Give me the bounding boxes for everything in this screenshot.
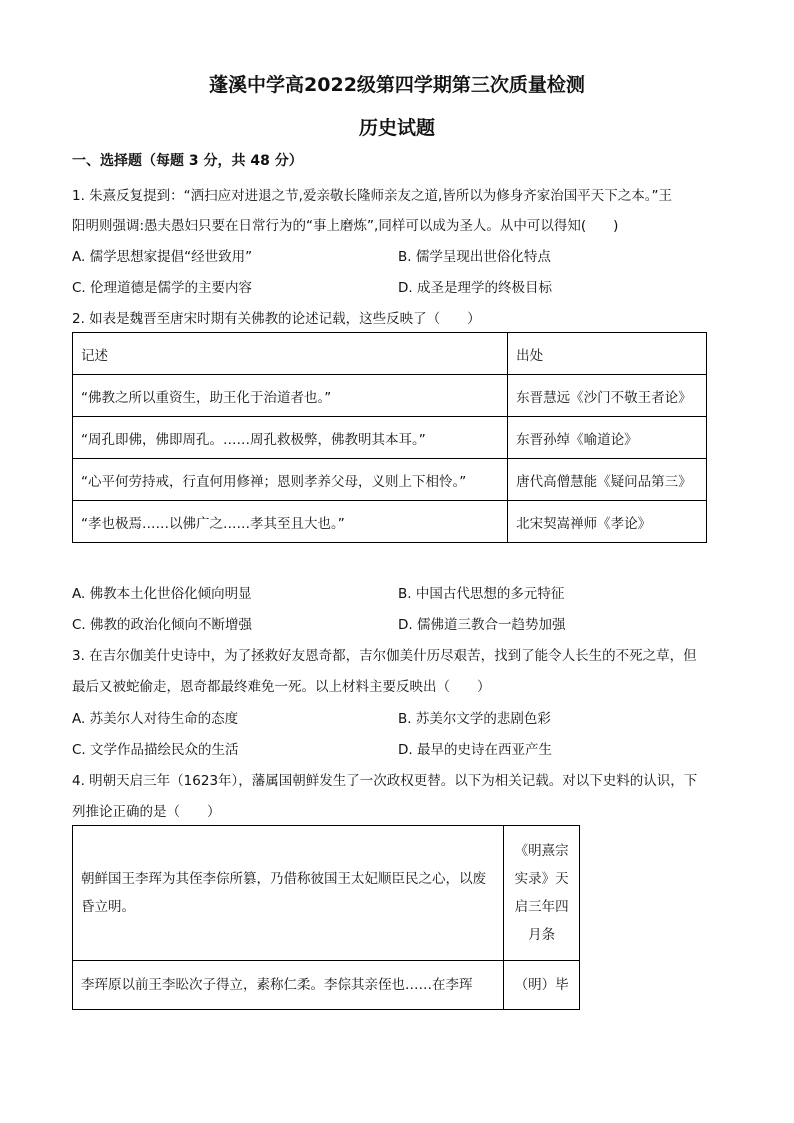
q2-stem: 2. 如表是魏晋至唐宋时期有关佛教的论述记载，这些反映了（ ） bbox=[72, 311, 481, 327]
table-header-cell: 出处 bbox=[508, 333, 707, 375]
q3-option-b[interactable]: B. 苏美尔文学的悲剧色彩 bbox=[398, 711, 551, 727]
q1-option-c[interactable]: C. 伦理道德是儒学的主要内容 bbox=[72, 280, 253, 296]
q1-option-a[interactable]: A. 儒学思想家提倡“经世致用” bbox=[72, 249, 253, 265]
table-cell-source: 唐代高僧慧能《疑问品第三》 bbox=[508, 459, 707, 501]
table-cell-quote: 朝鲜国王李珲为其侄李倧所篡，乃借称彼国王太妃顺臣民之心，以废昏立明。 bbox=[73, 826, 504, 961]
q4-stem-line1: 4. 明朝天启三年（1623年），藩属国朝鲜发生了一次政权更替。以下为相关记载。对以下史料的认识，下 bbox=[72, 773, 698, 789]
q3-option-a[interactable]: A. 苏美尔人对待生命的态度 bbox=[72, 711, 239, 727]
table-cell-quote: 李珲原以前王李昖次子得立，素称仁柔。李倧其亲侄也……在李珲 bbox=[73, 961, 504, 1010]
q2-option-b[interactable]: B. 中国古代思想的多元特征 bbox=[398, 586, 565, 602]
table-header-row bbox=[73, 333, 707, 375]
table-cell-quote: “孝也极焉……以佛广之……孝其至且大也。” bbox=[73, 501, 508, 543]
q2-table bbox=[72, 332, 707, 543]
q2-option-a[interactable]: A. 佛教本土化世俗化倾向明显 bbox=[72, 586, 252, 602]
table-cell-quote: “周孔即佛，佛即周孔。……周孔救极弊，佛教明其本耳。” bbox=[73, 417, 508, 459]
table-row bbox=[73, 501, 707, 543]
exam-title: 蓬溪中学高2022级第四学期第三次质量检测 bbox=[209, 74, 585, 96]
table-row bbox=[73, 417, 707, 459]
q3-option-c[interactable]: C. 文学作品描绘民众的生活 bbox=[72, 742, 239, 758]
q3-stem-line2: 最后又被蛇偷走，恩奇都最终难免一死。以上材料主要反映出（ ） bbox=[72, 679, 491, 695]
table-row bbox=[73, 961, 580, 1010]
q2-option-c[interactable]: C. 佛教的政治化倾向不断增强 bbox=[72, 617, 253, 633]
q4-stem-line2: 列推论正确的是（ ） bbox=[72, 804, 221, 820]
q3-stem-line1: 3. 在吉尔伽美什史诗中，为了拯救好友恩奇都，吉尔伽美什历尽艰苦，找到了能令人长生的不死之草，但 bbox=[72, 648, 697, 664]
table-header-cell: 记述 bbox=[73, 333, 508, 375]
q3-option-d[interactable]: D. 最早的史诗在西亚产生 bbox=[398, 742, 552, 758]
q1-option-b[interactable]: B. 儒学呈现出世俗化特点 bbox=[398, 249, 551, 265]
q1-stem-line2: 阳明则强调:愚夫愚妇只要在日常行为的“事上磨炼”,同样可以成为圣人。从中可以得知( ) bbox=[72, 218, 619, 234]
q1-option-d[interactable]: D. 成圣是理学的终极目标 bbox=[398, 280, 552, 296]
q4-table bbox=[72, 825, 580, 1010]
q2-option-d[interactable]: D. 儒佛道三教合一趋势加强 bbox=[398, 617, 566, 633]
table-cell-source: 东晋孙绰《喻道论》 bbox=[508, 417, 707, 459]
table-cell-quote: “心平何劳持戒，行直何用修禅；恩则孝养父母，义则上下相怜。” bbox=[73, 459, 508, 501]
table-row bbox=[73, 826, 580, 961]
table-cell-source: 北宋契嵩禅师《孝论》 bbox=[508, 501, 707, 543]
table-row bbox=[73, 459, 707, 501]
table-cell-source: 《明熹宗实录》天启三年四月条 bbox=[504, 826, 580, 961]
table-cell-source: （明）毕 bbox=[504, 961, 580, 1010]
table-cell-source: 东晋慧远《沙门不敬王者论》 bbox=[508, 375, 707, 417]
table-cell-quote: “佛教之所以重资生，助王化于治道者也。” bbox=[73, 375, 508, 417]
q1-stem-line1: 1. 朱熹反复提到：“洒扫应对进退之节,爱亲敬长隆师亲友之道,皆所以为修身齐家治国平天下之本。”王 bbox=[72, 188, 672, 204]
table-row bbox=[73, 375, 707, 417]
section-heading: 一、选择题（每题 3 分，共 48 分） bbox=[72, 153, 303, 169]
exam-subject: 历史试题 bbox=[358, 117, 435, 139]
